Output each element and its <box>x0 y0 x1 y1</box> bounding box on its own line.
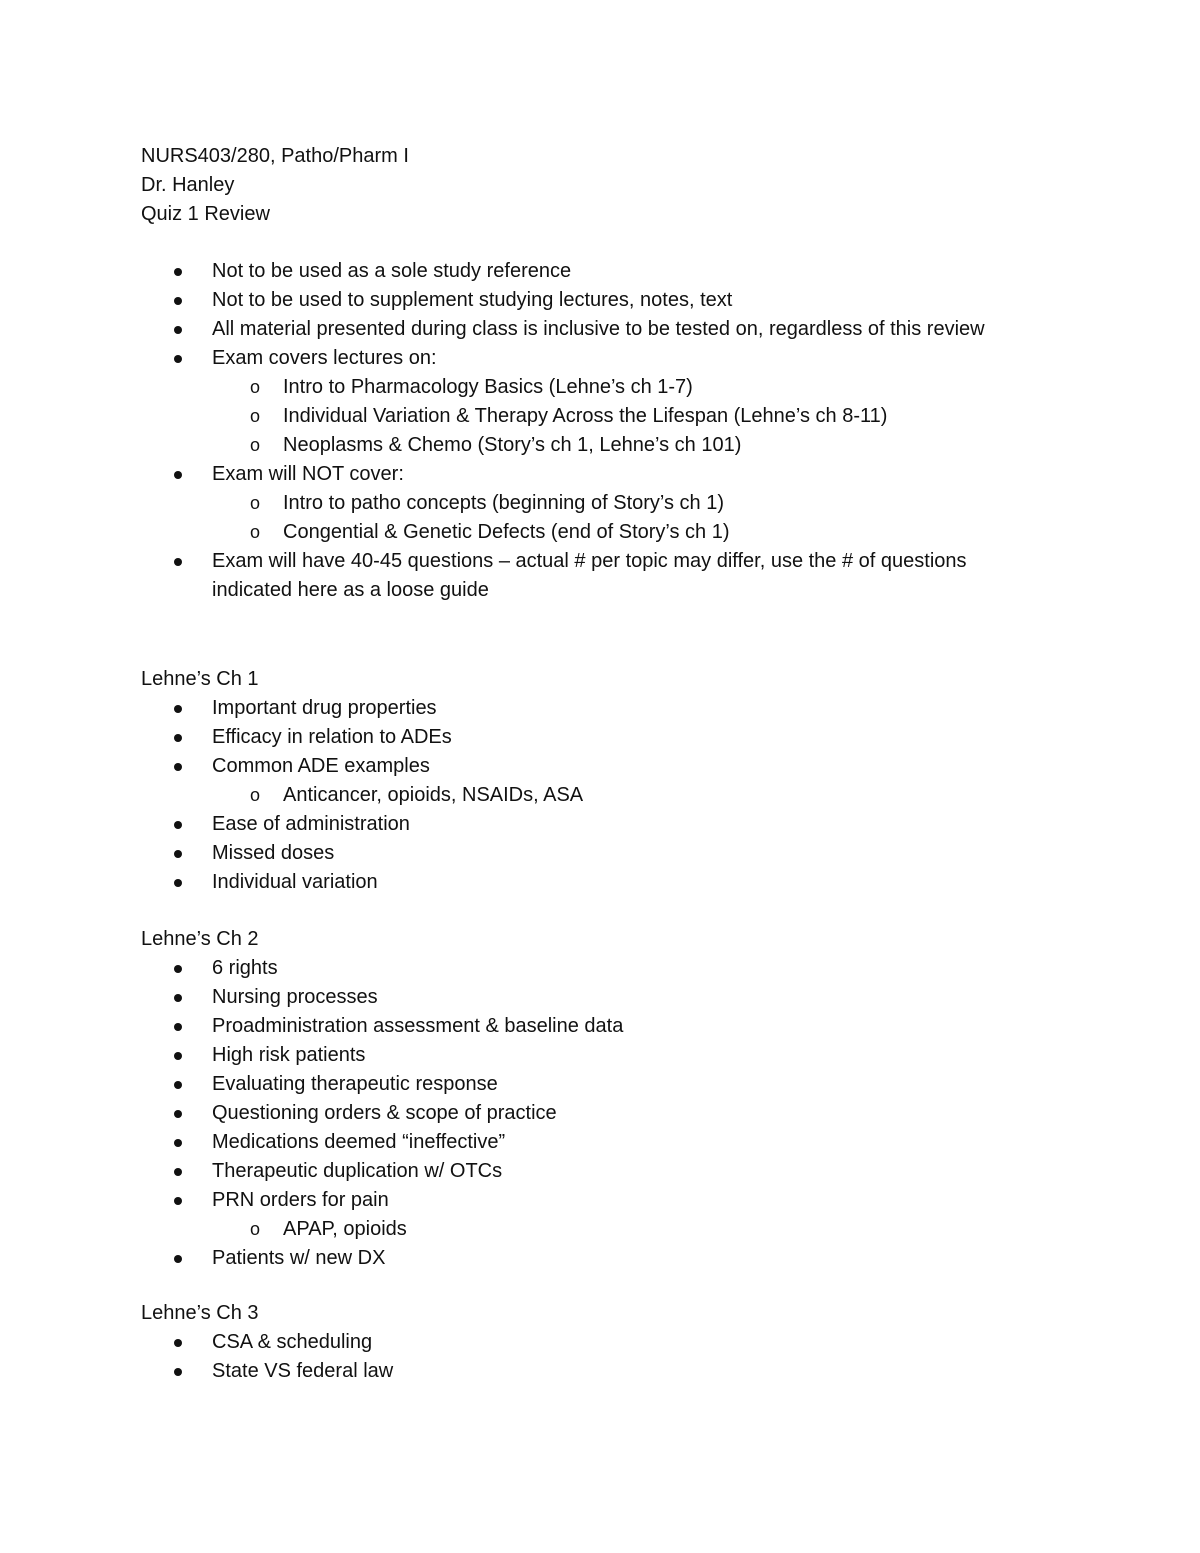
list-item-text: Patients w/ new DX <box>212 1247 386 1269</box>
chapter-1-section <box>141 665 583 897</box>
list-item-text: Common ADE examples <box>212 755 430 777</box>
list-item <box>141 257 1042 286</box>
sub-list-item <box>141 518 1042 547</box>
intro-list <box>141 257 1042 605</box>
circle-bullet-icon: o <box>250 435 261 455</box>
sub-list-item-text: APAP, opioids <box>283 1218 407 1240</box>
list-item <box>141 983 623 1012</box>
section-heading: Lehne’s Ch 2 <box>141 928 259 950</box>
bullet-icon <box>174 1052 182 1060</box>
list-item-text: Medications deemed “ineffective” <box>212 1131 506 1153</box>
bullet-icon <box>174 821 182 829</box>
list-item <box>141 460 1042 547</box>
list-item <box>141 1157 623 1186</box>
list-item <box>141 547 1042 605</box>
bullet-icon <box>174 1139 182 1147</box>
sub-list-item <box>141 1215 623 1244</box>
list-item <box>141 839 583 868</box>
list-item <box>141 1186 623 1244</box>
document-title: Quiz 1 Review <box>141 203 270 225</box>
sub-list-item-text: Anticancer, opioids, NSAIDs, ASA <box>283 784 584 806</box>
circle-bullet-icon: o <box>250 493 261 513</box>
list-item-text: CSA & scheduling <box>212 1331 373 1353</box>
sub-list-item <box>141 431 1042 460</box>
list-item <box>141 344 1042 460</box>
list-item <box>141 954 623 983</box>
list-item-text: Individual variation <box>212 871 378 893</box>
course-title: NURS403/280, Patho/Pharm I <box>141 145 409 167</box>
bullet-icon <box>174 994 182 1002</box>
list-item-text: PRN orders for pain <box>212 1189 389 1211</box>
list-item <box>141 1357 393 1386</box>
list-item-text: 6 rights <box>212 957 278 979</box>
list-item-text: State VS federal law <box>212 1360 394 1382</box>
sub-list-item <box>141 781 583 810</box>
list-item-text: Therapeutic duplication w/ OTCs <box>212 1160 503 1182</box>
list-item <box>141 1128 623 1157</box>
list-item <box>141 810 583 839</box>
bullet-icon <box>174 355 182 363</box>
list-item-text: Efficacy in relation to ADEs <box>212 726 452 748</box>
circle-bullet-icon: o <box>250 522 261 542</box>
list-item <box>141 1041 623 1070</box>
bullet-icon <box>174 1023 182 1031</box>
instructor-name: Dr. Hanley <box>141 174 235 196</box>
bullet-icon <box>174 879 182 887</box>
bullet-icon <box>174 1255 182 1263</box>
bullet-icon <box>174 1110 182 1118</box>
circle-bullet-icon: o <box>250 1219 261 1239</box>
bullet-icon <box>174 705 182 713</box>
chapter-1-list <box>141 694 583 897</box>
bullet-icon <box>174 1339 182 1347</box>
list-item <box>141 1012 623 1041</box>
circle-bullet-icon: o <box>250 406 261 426</box>
bullet-icon <box>174 1368 182 1376</box>
sub-list-item <box>141 489 1042 518</box>
list-item-text: Exam will NOT cover: <box>212 463 404 485</box>
sub-list-item-text: Individual Variation & Therapy Across the Lifespan (Lehne’s ch 8-11) <box>283 405 888 427</box>
section-heading: Lehne’s Ch 1 <box>141 668 259 690</box>
sub-list <box>141 489 1042 547</box>
circle-bullet-icon: o <box>250 785 261 805</box>
list-item <box>141 723 583 752</box>
sub-list-item-text: Congential & Genetic Defects (end of Story’s ch 1) <box>283 521 730 543</box>
list-item-text: Questioning orders & scope of practice <box>212 1102 557 1124</box>
chapter-2-section <box>141 925 623 1273</box>
sub-list-item-text: Neoplasms & Chemo (Story’s ch 1, Lehne’s ch 101) <box>283 434 742 456</box>
bullet-icon <box>174 1197 182 1205</box>
list-item <box>141 1099 623 1128</box>
circle-bullet-icon: o <box>250 377 261 397</box>
intro-section <box>141 257 1042 605</box>
list-item-text: Nursing processes <box>212 986 378 1008</box>
list-item-text: Missed doses <box>212 842 335 864</box>
sub-list-item-text: Intro to patho concepts (beginning of Story’s ch 1) <box>283 492 725 514</box>
sub-list-item-text: Intro to Pharmacology Basics (Lehne’s ch 1-7) <box>283 376 693 398</box>
chapter-2-list <box>141 954 623 1273</box>
bullet-icon <box>174 471 182 479</box>
list-item <box>141 1328 393 1357</box>
list-item <box>141 868 583 897</box>
sub-list <box>141 373 1042 460</box>
list-item-text: Important drug properties <box>212 697 437 719</box>
list-item-text: Exam covers lectures on: <box>212 347 437 369</box>
bullet-icon <box>174 1081 182 1089</box>
list-item-text: Evaluating therapeutic response <box>212 1073 498 1095</box>
chapter-3-list <box>141 1328 393 1386</box>
bullet-icon <box>174 763 182 771</box>
list-item <box>141 694 583 723</box>
bullet-icon <box>174 268 182 276</box>
sub-list-item <box>141 373 1042 402</box>
bullet-icon <box>174 734 182 742</box>
list-item <box>141 286 1042 315</box>
list-item <box>141 752 583 810</box>
list-item-text: Ease of administration <box>212 813 410 835</box>
sub-list-item <box>141 402 1042 431</box>
sub-list <box>141 1215 623 1244</box>
list-item-text: Exam will have 40-45 questions – actual # per topic may differ, use the # of questions indicated here as a loose guide <box>212 550 967 601</box>
sub-list <box>141 781 583 810</box>
list-item-text: All material presented during class is inclusive to be tested on, regardless of this review <box>212 318 985 340</box>
bullet-icon <box>174 850 182 858</box>
chapter-3-section <box>141 1299 393 1386</box>
list-item <box>141 1070 623 1099</box>
list-item-text: Proadministration assessment & baseline data <box>212 1015 624 1037</box>
document-header <box>141 142 409 229</box>
list-item-text: High risk patients <box>212 1044 366 1066</box>
bullet-icon <box>174 558 182 566</box>
bullet-icon <box>174 297 182 305</box>
bullet-icon <box>174 965 182 973</box>
bullet-icon <box>174 326 182 334</box>
section-heading: Lehne’s Ch 3 <box>141 1302 259 1324</box>
list-item-text: Not to be used as a sole study reference <box>212 260 572 282</box>
list-item-text: Not to be used to supplement studying lectures, notes, text <box>212 289 733 311</box>
list-item <box>141 1244 623 1273</box>
list-item <box>141 315 1042 344</box>
bullet-icon <box>174 1168 182 1176</box>
